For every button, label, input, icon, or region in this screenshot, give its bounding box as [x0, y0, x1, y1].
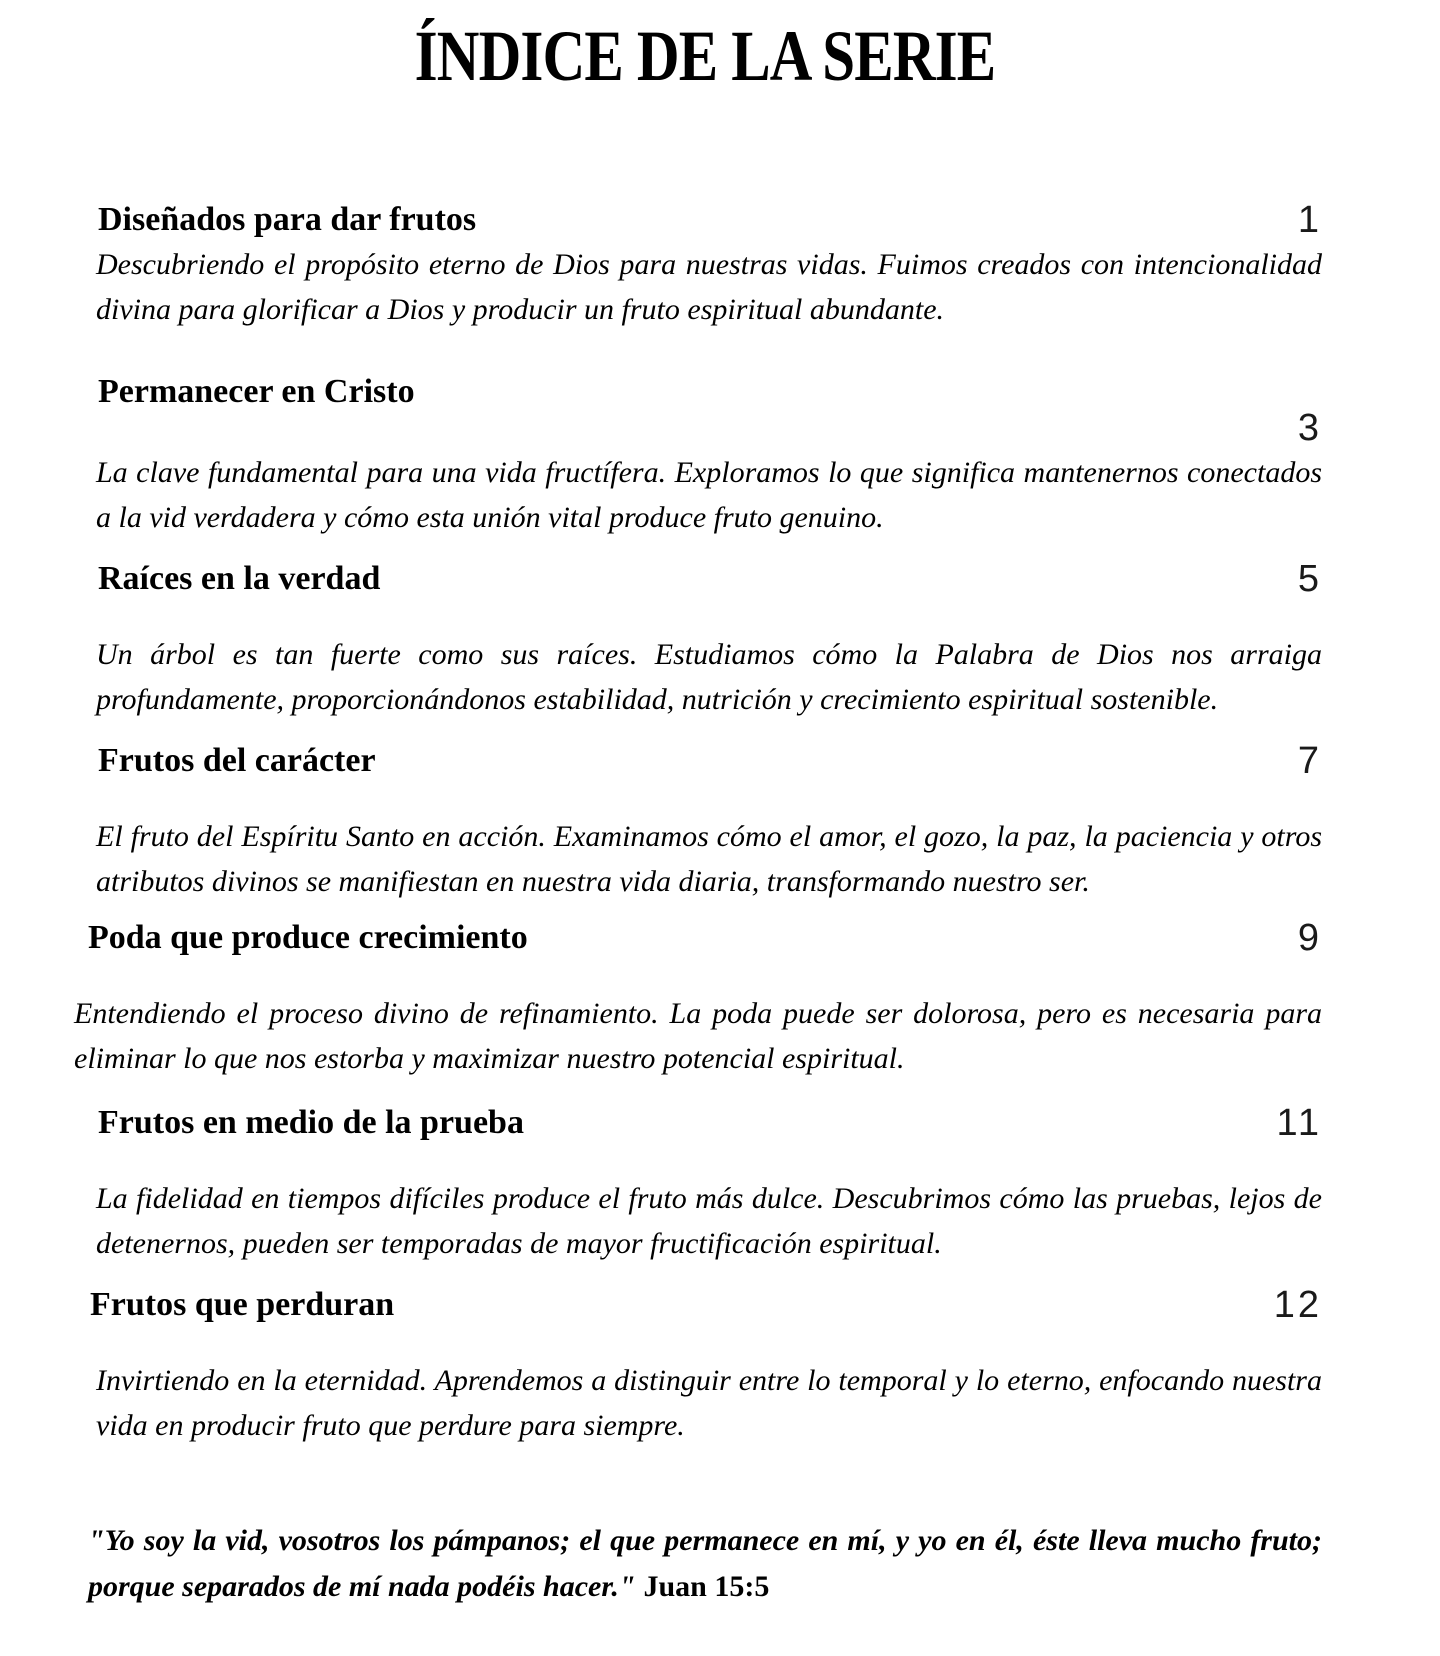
toc-entry-page-number: 12 — [1273, 1284, 1322, 1326]
toc-entry-page-number: 3 — [1297, 407, 1322, 449]
toc-entry-header — [88, 741, 1322, 781]
toc-entry-page-number: 7 — [1297, 740, 1322, 782]
toc-entry-title: Frutos en medio de la prueba — [98, 1104, 524, 1141]
quote-reference: Juan 15:5 — [643, 1570, 770, 1603]
toc-entry — [88, 1285, 1322, 1448]
toc-entry — [88, 741, 1322, 904]
page-title: ÍNDICE DE LA SERIE — [414, 16, 996, 96]
toc-entry-description: Invirtiendo en la eternidad. Aprendemos a distinguir entre lo temporal y lo eterno, enfocando nuestra vida en producir fruto que perdure para siempre. — [96, 1364, 1322, 1442]
toc-entry-title: Diseñados para dar frutos — [98, 201, 477, 238]
toc-entry — [88, 372, 1322, 540]
toc-entry-header — [88, 1285, 1322, 1325]
toc-entry-page-number: 5 — [1297, 558, 1322, 600]
toc-entry — [88, 559, 1322, 722]
toc-entry-description: Entendiendo el proceso divino de refinamiento. La poda puede ser dolorosa, pero es necesaria para eliminar lo que nos estorba y maximizar nuestro potencial espiritual. — [74, 997, 1322, 1075]
scripture-quote — [88, 1518, 1322, 1610]
toc-entry-title: Raíces en la verdad — [98, 560, 381, 597]
toc-entry-description: Descubriendo el propósito eterno de Dios para nuestras vidas. Fuimos creados con intencionalidad divina para glorificar a Dios y producir un fruto espiritual abundante. — [96, 248, 1322, 326]
toc-entry-header — [88, 1103, 1322, 1143]
toc-entry-header — [88, 559, 1322, 599]
toc-entry-page-number: 9 — [1297, 917, 1322, 959]
toc-entry-page-number: 11 — [1276, 1102, 1322, 1144]
toc-entry-description: Un árbol es tan fuerte como sus raíces. Estudiamos cómo la Palabra de Dios nos arraiga profundamente, proporcionándonos estabilidad, nutrición y crecimiento espiritual sostenible. — [96, 638, 1322, 716]
toc-entry-page-number: 1 — [1297, 199, 1322, 241]
toc-entry-description: La clave fundamental para una vida fructífera. Exploramos lo que significa mantenernos conectados a la vid verdadera y cómo esta unión vital produce fruto genuino. — [96, 456, 1322, 534]
toc-entry-title: Poda que produce crecimiento — [88, 919, 528, 956]
toc-entry-title: Frutos del carácter — [98, 742, 376, 779]
toc-entry-title: Permanecer en Cristo — [98, 373, 415, 410]
quote-text: "Yo soy la vid, vosotros los pámpanos; el que permanece en mí, y yo en él, éste lleva mucho fruto; porque separados de mí nada podéis hacer." — [88, 1524, 1322, 1603]
toc-entry-header — [88, 918, 1322, 958]
toc-list — [74, 199, 1322, 1448]
toc-entry-description: La fidelidad en tiempos difíciles produce el fruto más dulce. Descubrimos cómo las pruebas, lejos de detenernos, pueden ser temporadas de mayor fructificación espiritual. — [96, 1182, 1322, 1260]
toc-entry-title: Frutos que perduran — [90, 1286, 395, 1323]
toc-entry-header — [88, 200, 1322, 240]
toc-entry-header — [88, 372, 1322, 448]
toc-entry — [88, 1103, 1322, 1266]
toc-entry — [74, 917, 1322, 1081]
toc-entry — [88, 200, 1322, 332]
toc-entry-description: El fruto del Espíritu Santo en acción. Examinamos cómo el amor, el gozo, la paz, la paciencia y otros atributos divinos se manifiestan en nuestra vida diaria, transformando nuestro ser. — [96, 820, 1322, 898]
